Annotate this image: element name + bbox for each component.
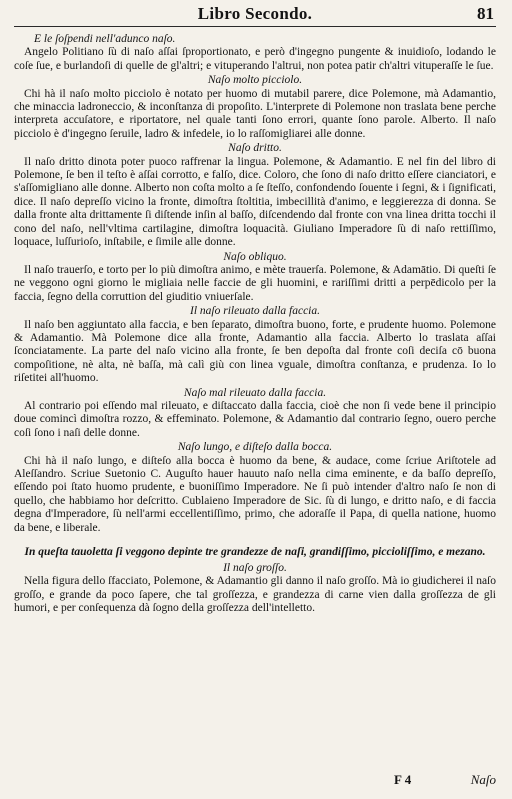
section-heading: E le ſoſpendi nell'adunco naſo. [34,33,176,45]
page-body [14,33,496,616]
section-paragraph: Nella figura dello ſfacciato, Polemone, & Adamantio gli danno il naſo groſſo. Mà io giudicherei il naſo groſſo, e grande da poco ſapere, che tal groſſezza, e grandezza di carne vien dalla groſſezza de gli humori, e per conſequenza dà ſogno della groſſezza dell'intelletto. [14,575,496,615]
illustration-caption: In queſta tauoletta ſi veggono depinte tre grandezze de naſi, grandiſſimo, piccioliſſimo, e mezano. [24,546,486,559]
page-number: 81 [477,4,494,23]
section-heading: Naſo molto picciolo. [207,74,303,87]
section-paragraph: Chi hà il naſo lungo, e diſteſo alla bocca è huomo da bene, & audace, come ſcriue Ariſtotele ad Aleſſandro. Scriue Suetonio C. Auguſto hauer hauuto naſo nella cima eminente, e da baſſo depreſſo, eſſendo poi ſtato huomo prudente, e buoniſſimo Imperadore. Ne ſi può intender d'altro naſo ſe non di quello, che habbiamo hor deſcritto. Cublaieno Imperadore de Sic. ſù di lungo, e dritto naſo, e di faccia degna d'Imperadore, ſù nell'armi eccellentiſſimo, primo, che adoraſſe il Papa, di quella natione, huomo da bene, e liberale. [14,454,496,534]
section-paragraph: Il naſo ben aggiuntato alla faccia, e ben ſeparato, dimoſtra buono, forte, e prudente huomo. Polemone & Adamantio. Mà Polemone dice alla fronte, Adamantio alla faccia. Alberto lo traslata aſſai ſconciatamente. La parte del naſo vicino alla fronte, ſe ben depoſta dal fronte coſi deciſa cō buona compoſitione, nè alta, nè baſſa, mà calì giù con linea vguale, dimoſtra conſtanza, e prudenza. Io lo riſetitei all'huomo. [14,318,496,385]
page-footer [14,772,496,792]
section-paragraph: Al contrario poi eſſendo mal rileuato, e diſtaccato dalla faccia, cioè che non ſi vede bene il principio doue comincì dimoſtra rozzo, & effeminato. Polemone, & Adamantio dal contrario ſegno, ouero perche coſi ſono i naſi delle donne. [14,399,496,439]
section-paragraph: Angelo Politiano ſù di naſo aſſai ſproportionato, e però d'ingegno pungente & inuidioſo, lodando le coſe ſue, e burlandoſi di quelle de gl'altri; e vituperando l'altrui, non potea patir ch'altri vituperaſſe le ſue. [14,46,496,72]
section-paragraph: Il naſo trauerſo, e torto per lo più dimoſtra animo, e mète trauerſa. Polemone, & Adamātio. Di queſti ſe ne veggono ogni giorno le migliaia nelle faccie de gli huomini, e rariſſimi dritti a perpēdicolo per la faccia, ſegno della corruttion del giuditio vniuerſale. [14,263,496,303]
section-heading: Naſo obliquo. [223,250,287,263]
signature-mark: F 4 [394,772,412,787]
catchword: Naſo [470,772,496,787]
page-header [14,4,496,27]
section-heading: Naſo mal rileuato dalla faccia. [183,386,327,399]
section-heading: Il naſo groſſo. [223,562,287,575]
section-heading: Il naſo rileuato dalla faccia. [190,305,320,318]
section-heading: Naſo dritto. [228,142,282,155]
section-paragraph: Il naſo dritto dinota poter puoco raffrenar la lingua. Polemone, & Adamantio. E nel fin del libro di Polemone, ſe ben il teſto è aſſai corrotto, e falſo, dice. Coloro, che ſono di naſo dritto eſſere cianciatori, e s'aſſomigliano alle donne. Alberto non coſta molto a ſe ſteſſo, confondendo ſouente i ſegni, & i ſignificati, dice. Il naſo depreſſo vicino la fronte, dimoſtra ſtoltitia, imbecillità d'animo, e leggierezza di donna. Se dalla fronte alta drittamente ſi diſtende inſin al baſſo, diſcendendo dal fronte con vna linea dritta tocchi il cono del naſo, nell'vltima cartilagine, dimoſtra loquacità. Giuliano Imperadore ſù di naſo rettiſſimo, loquace, luſſurioſo, inſtabile, e ſimile alle donne. [14,155,496,249]
running-title: Libro Secondo. [197,4,313,23]
section-heading: Naſo lungo, e diſteſo dalla bocca. [177,441,333,454]
section-paragraph: Chi hà il naſo molto picciolo è notato per huomo di mutabil parere, dice Polemone, mà Adamantio, che minaccia ladroneccio, & inconſtanza di propoſito. L'interprete di Polemone non traslata bene perche interpreta accuſatore, e riportatore, nel quale tanti ſono errori, quante ſono parole. Alberto. Il naſo picciolo è d'ingegno ſeruile, ladro & infedele, io lo raſſomigliarei alle donne. [14,87,496,140]
